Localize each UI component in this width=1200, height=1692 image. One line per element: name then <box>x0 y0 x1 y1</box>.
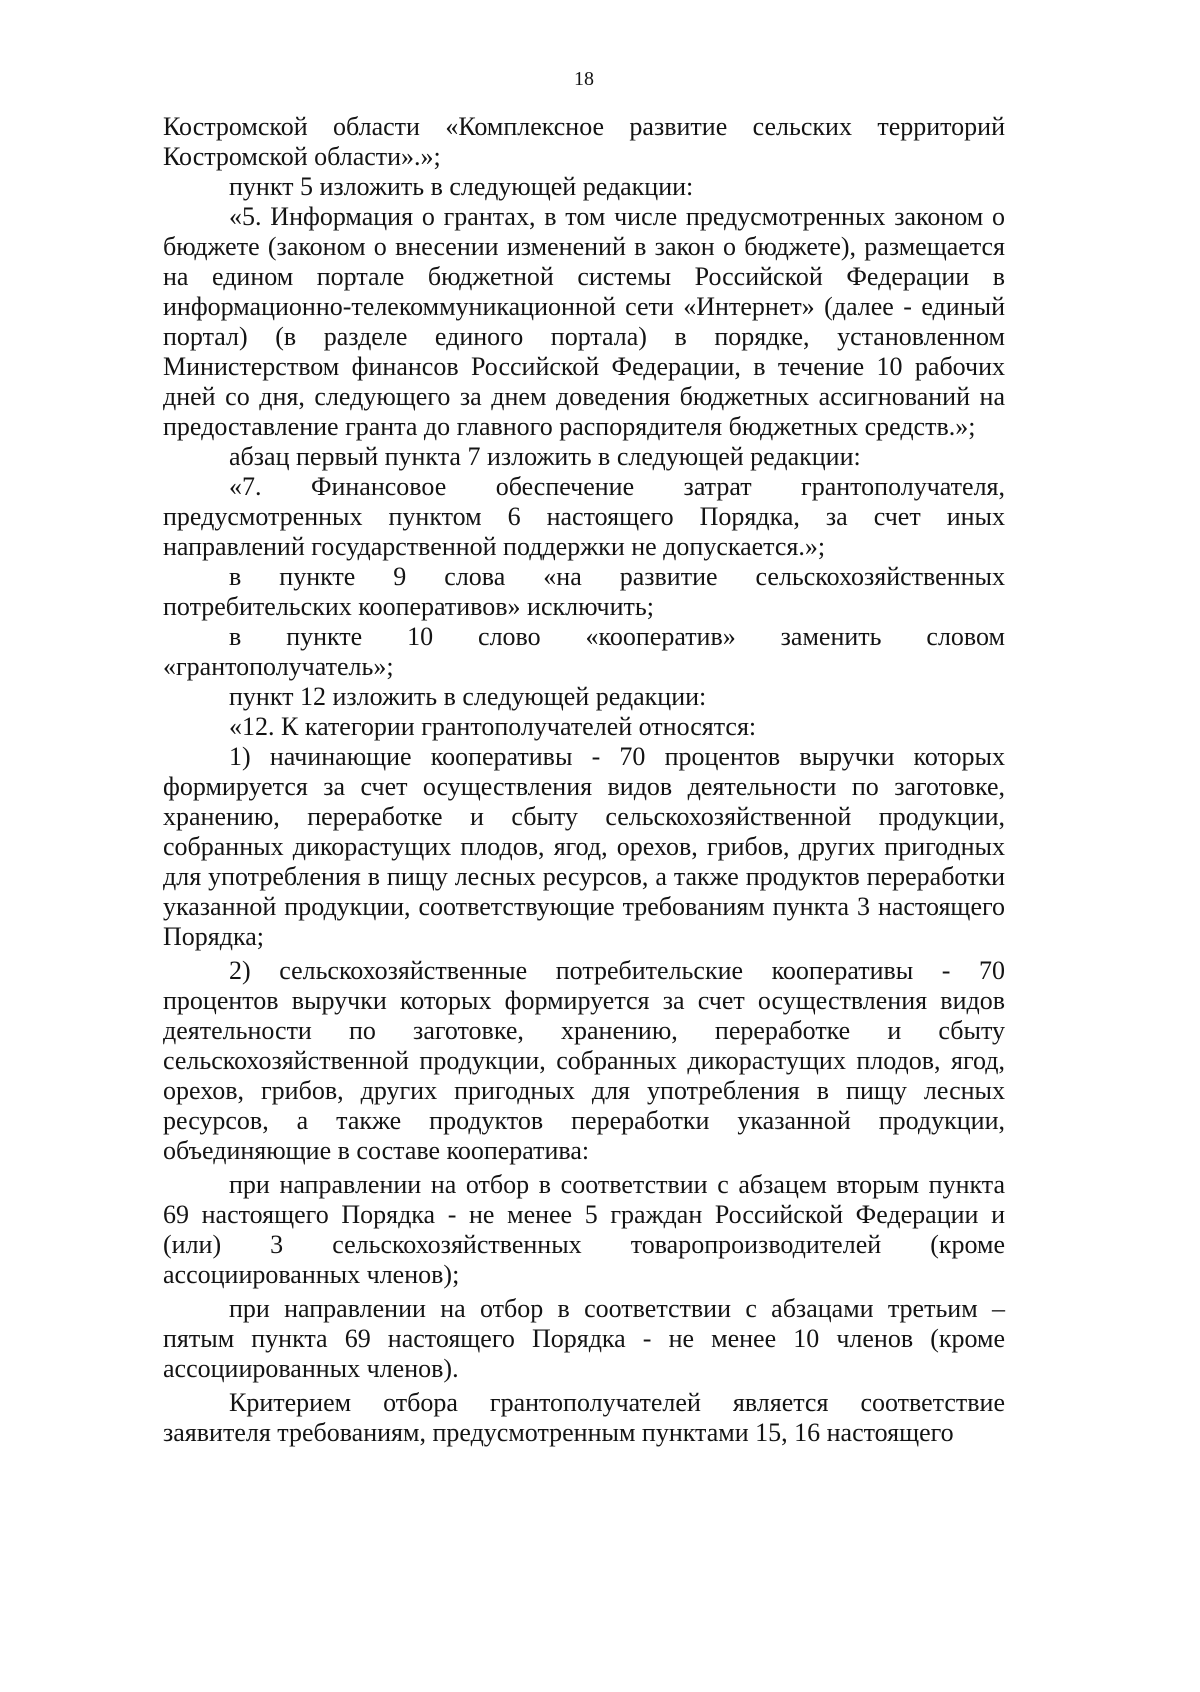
paragraph-continuation: Костромской области «Комплексное развитие сельских территорий Костромской области».»; <box>163 112 1005 171</box>
paragraph-category-2: 2) сельскохозяйственные потребительские кооперативы - 70 процентов выручки которых формируется за счет осуществления видов деятельности по заготовке, хранению, переработке и сбыту сельскохозяйственной продукции, собранных дикорастущих плодов, ягод, орехов, грибов, других пригодных для употребления в пищу лесных ресурсов, а также продуктов переработки указанной продукции, объединяющие в составе кооператива: <box>163 956 1005 1165</box>
paragraph-amendment-item-9: в пункте 9 слова «на развитие сельскохозяйственных потребительских кооперативов» исключить; <box>163 562 1005 621</box>
paragraph-item-12-heading: «12. К категории грантополучателей относятся: <box>229 712 757 741</box>
paragraph-category-1: 1) начинающие кооперативы - 70 процентов выручки которых формируется за счет осуществления видов деятельности по заготовке, хранению, переработке и сбыту сельскохозяйственной продукции, собранных дикорастущих плодов, ягод, орехов, грибов, других пригодных для употребления в пищу лесных ресурсов, а также продуктов переработки указанной продукции, соответствующие требованиям пункта 3 настоящего Порядка; <box>163 742 1005 951</box>
paragraph-amendment-item-5: пункт 5 изложить в следующей редакции: <box>229 172 694 201</box>
paragraph-item-5-text: «5. Информация о грантах, в том числе предусмотренных законом о бюджете (законом о внесении изменений в закон о бюджете), размещается на едином портале бюджетной системы Российской Федерации в информационно-телекоммуникационной сети «Интернет» (далее - единый портал) (в разделе единого портала) в порядке, установленном Министерством финансов Российской Федерации, в течение 10 рабочих дней со дня, следующего за днем доведения бюджетных ассигнований на предоставление гранта до главного распорядителя бюджетных средств.»; <box>163 202 1005 441</box>
paragraph-amendment-item-12: пункт 12 изложить в следующей редакции: <box>229 682 707 711</box>
paragraph-amendment-item-7: абзац первый пункта 7 изложить в следующей редакции: <box>229 442 861 471</box>
paragraph-selection-clause-3-5: при направлении на отбор в соответствии с абзацами третьим – пятым пункта 69 настоящего Порядка - не менее 10 членов (кроме ассоциированных членов). <box>163 1294 1005 1383</box>
paragraph-amendment-item-10: в пункте 10 слово «кооператив» заменить словом «грантополучатель»; <box>163 622 1005 681</box>
page-number: 18 <box>574 68 594 90</box>
document-body <box>163 112 1005 1448</box>
paragraph-selection-clause-2: при направлении на отбор в соответствии с абзацем вторым пункта 69 настоящего Порядка - не менее 5 граждан Российской Федерации и (или) 3 сельскохозяйственных товаропроизводителей (кроме ассоциированных членов); <box>163 1170 1005 1289</box>
paragraph-selection-criterion: Критерием отбора грантополучателей является соответствие заявителя требованиям, предусмотренным пунктами 15, 16 настоящего <box>163 1388 1005 1447</box>
paragraph-item-7-text: «7. Финансовое обеспечение затрат грантополучателя, предусмотренных пунктом 6 настоящего Порядка, за счет иных направлений государственной поддержки не допускается.»; <box>163 472 1005 561</box>
